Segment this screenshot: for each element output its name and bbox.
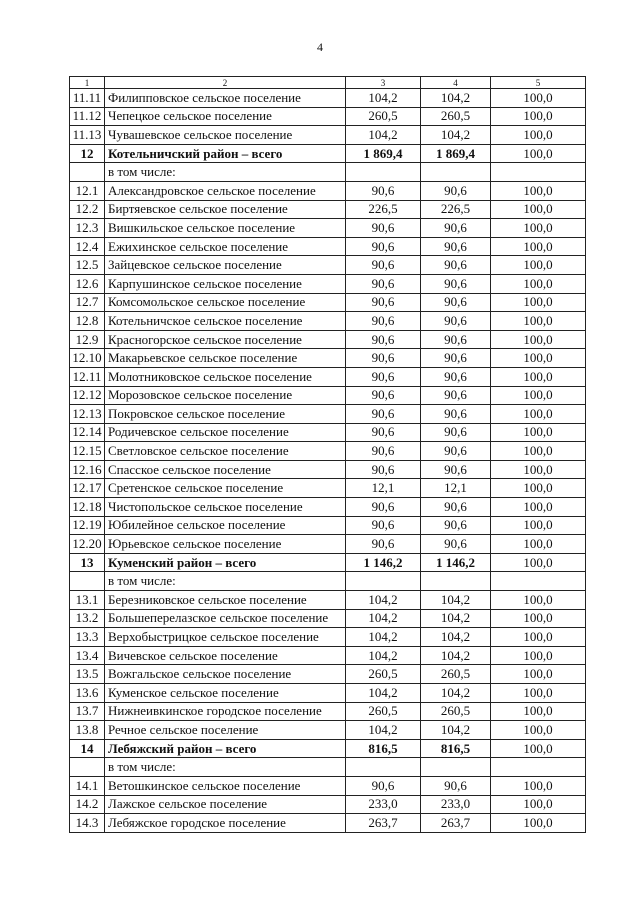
column-3-value-cell: 260,5 bbox=[346, 665, 421, 684]
settlement-name-cell: Нижнеивкинское городское поселение bbox=[105, 702, 346, 721]
table-row bbox=[70, 479, 586, 498]
table-row bbox=[70, 776, 586, 795]
column-3-value-cell: 90,6 bbox=[346, 293, 421, 312]
table-row bbox=[70, 349, 586, 368]
percent-cell: 100,0 bbox=[491, 200, 586, 219]
column-4-value-cell bbox=[421, 163, 491, 182]
row-number-cell: 12.14 bbox=[70, 423, 105, 442]
row-number-cell: 12.5 bbox=[70, 256, 105, 275]
percent-cell: 100,0 bbox=[491, 423, 586, 442]
percent-cell: 100,0 bbox=[491, 349, 586, 368]
settlement-name-cell: Березниковское сельское поселение bbox=[105, 591, 346, 610]
percent-cell: 100,0 bbox=[491, 498, 586, 517]
table-row bbox=[70, 591, 586, 610]
column-3-value-cell: 226,5 bbox=[346, 200, 421, 219]
percent-cell: 100,0 bbox=[491, 293, 586, 312]
percent-cell: 100,0 bbox=[491, 776, 586, 795]
settlement-name-cell: Карпушинское сельское поселение bbox=[105, 274, 346, 293]
column-4-value-cell: 90,6 bbox=[421, 405, 491, 424]
header-cell-1: 1 bbox=[70, 77, 105, 89]
row-number-cell: 11.13 bbox=[70, 126, 105, 145]
row-number-cell: 11.11 bbox=[70, 89, 105, 108]
column-4-value-cell: 90,6 bbox=[421, 776, 491, 795]
percent-cell: 100,0 bbox=[491, 312, 586, 331]
settlement-name-cell: Родичевское сельское поселение bbox=[105, 423, 346, 442]
row-number-cell: 14.2 bbox=[70, 795, 105, 814]
column-3-value-cell: 90,6 bbox=[346, 405, 421, 424]
settlement-name-cell: в том числе: bbox=[105, 572, 346, 591]
percent-cell: 100,0 bbox=[491, 330, 586, 349]
table-row bbox=[70, 795, 586, 814]
table-row bbox=[70, 516, 586, 535]
column-3-value-cell: 90,6 bbox=[346, 312, 421, 331]
settlement-name-cell: Покровское сельское поселение bbox=[105, 405, 346, 424]
row-number-cell: 13.2 bbox=[70, 609, 105, 628]
column-3-value-cell: 90,6 bbox=[346, 498, 421, 517]
column-3-value-cell: 260,5 bbox=[346, 702, 421, 721]
row-number-cell: 12 bbox=[70, 144, 105, 163]
row-number-cell: 12.17 bbox=[70, 479, 105, 498]
percent-cell: 100,0 bbox=[491, 181, 586, 200]
column-4-value-cell: 1 869,4 bbox=[421, 144, 491, 163]
row-number-cell: 12.20 bbox=[70, 535, 105, 554]
settlement-name-cell: Речное сельское поселение bbox=[105, 721, 346, 740]
settlement-name-cell: Чепецкое сельское поселение bbox=[105, 107, 346, 126]
column-4-value-cell: 90,6 bbox=[421, 498, 491, 517]
percent-cell: 100,0 bbox=[491, 721, 586, 740]
column-3-value-cell: 104,2 bbox=[346, 126, 421, 145]
column-4-value-cell: 90,6 bbox=[421, 219, 491, 238]
percent-cell: 100,0 bbox=[491, 460, 586, 479]
table-row bbox=[70, 367, 586, 386]
row-number-cell: 12.2 bbox=[70, 200, 105, 219]
settlement-name-cell: Котельничский район – всего bbox=[105, 144, 346, 163]
column-4-value-cell: 104,2 bbox=[421, 89, 491, 108]
column-4-value-cell: 90,6 bbox=[421, 516, 491, 535]
table-row bbox=[70, 758, 586, 777]
row-number-cell: 12.12 bbox=[70, 386, 105, 405]
settlement-name-cell: Вичевское сельское поселение bbox=[105, 646, 346, 665]
header-cell-5: 5 bbox=[491, 77, 586, 89]
percent-cell: 100,0 bbox=[491, 535, 586, 554]
row-number-cell: 12.13 bbox=[70, 405, 105, 424]
column-3-value-cell: 90,6 bbox=[346, 442, 421, 461]
settlement-name-cell: Молотниковское сельское поселение bbox=[105, 367, 346, 386]
percent-cell: 100,0 bbox=[491, 479, 586, 498]
settlement-name-cell: Ежихинское сельское поселение bbox=[105, 237, 346, 256]
settlement-name-cell: в том числе: bbox=[105, 163, 346, 182]
row-number-cell: 13.3 bbox=[70, 628, 105, 647]
settlement-name-cell: Лебяжское городское поселение bbox=[105, 814, 346, 833]
percent-cell: 100,0 bbox=[491, 442, 586, 461]
column-3-value-cell: 12,1 bbox=[346, 479, 421, 498]
row-number-cell: 12.1 bbox=[70, 181, 105, 200]
column-4-value-cell: 104,2 bbox=[421, 684, 491, 703]
percent-cell: 100,0 bbox=[491, 126, 586, 145]
percent-cell: 100,0 bbox=[491, 405, 586, 424]
row-number-cell: 12.11 bbox=[70, 367, 105, 386]
column-4-value-cell: 90,6 bbox=[421, 293, 491, 312]
column-4-value-cell bbox=[421, 572, 491, 591]
settlement-name-cell: Спасское сельское поселение bbox=[105, 460, 346, 479]
row-number-cell: 13.8 bbox=[70, 721, 105, 740]
column-3-value-cell: 1 869,4 bbox=[346, 144, 421, 163]
table-row bbox=[70, 237, 586, 256]
table-row bbox=[70, 107, 586, 126]
settlement-name-cell: Юрьевское сельское поселение bbox=[105, 535, 346, 554]
column-4-value-cell: 90,6 bbox=[421, 256, 491, 275]
settlement-name-cell: Чистопольское сельское поселение bbox=[105, 498, 346, 517]
settlement-name-cell: Вожгальское сельское поселение bbox=[105, 665, 346, 684]
column-3-value-cell: 104,2 bbox=[346, 89, 421, 108]
column-4-value-cell bbox=[421, 758, 491, 777]
table-row bbox=[70, 200, 586, 219]
column-3-value-cell: 90,6 bbox=[346, 219, 421, 238]
settlement-name-cell: Верхобыстрицкое сельское поселение bbox=[105, 628, 346, 647]
settlement-name-cell: Чувашевское сельское поселение bbox=[105, 126, 346, 145]
header-cell-3: 3 bbox=[346, 77, 421, 89]
table-row-total bbox=[70, 553, 586, 572]
column-4-value-cell: 260,5 bbox=[421, 665, 491, 684]
table-row bbox=[70, 572, 586, 591]
settlement-name-cell: Лебяжский район – всего bbox=[105, 739, 346, 758]
row-number-cell: 13.7 bbox=[70, 702, 105, 721]
settlement-name-cell: Зайцевское сельское поселение bbox=[105, 256, 346, 275]
percent-cell: 100,0 bbox=[491, 553, 586, 572]
settlement-name-cell: Котельничское сельское поселение bbox=[105, 312, 346, 331]
column-4-value-cell: 90,6 bbox=[421, 274, 491, 293]
row-number-cell: 12.18 bbox=[70, 498, 105, 517]
row-number-cell: 12.3 bbox=[70, 219, 105, 238]
column-4-value-cell: 263,7 bbox=[421, 814, 491, 833]
settlement-name-cell: Куменское сельское поселение bbox=[105, 684, 346, 703]
settlement-name-cell: Вишкильское сельское поселение bbox=[105, 219, 346, 238]
percent-cell: 100,0 bbox=[491, 665, 586, 684]
percent-cell: 100,0 bbox=[491, 646, 586, 665]
column-3-value-cell: 104,2 bbox=[346, 591, 421, 610]
column-3-value-cell: 263,7 bbox=[346, 814, 421, 833]
column-4-value-cell: 90,6 bbox=[421, 349, 491, 368]
table-row-total bbox=[70, 144, 586, 163]
column-3-value-cell bbox=[346, 572, 421, 591]
settlement-name-cell: Макарьевское сельское поселение bbox=[105, 349, 346, 368]
column-4-value-cell: 104,2 bbox=[421, 609, 491, 628]
column-4-value-cell: 90,6 bbox=[421, 367, 491, 386]
column-3-value-cell: 104,2 bbox=[346, 721, 421, 740]
column-4-value-cell: 104,2 bbox=[421, 591, 491, 610]
row-number-cell: 12.19 bbox=[70, 516, 105, 535]
row-number-cell: 12.9 bbox=[70, 330, 105, 349]
budget-table bbox=[69, 76, 586, 833]
percent-cell: 100,0 bbox=[491, 274, 586, 293]
column-4-value-cell: 104,2 bbox=[421, 646, 491, 665]
table-row bbox=[70, 330, 586, 349]
settlement-name-cell: Биртяевское сельское поселение bbox=[105, 200, 346, 219]
row-number-cell: 12.10 bbox=[70, 349, 105, 368]
percent-cell: 100,0 bbox=[491, 684, 586, 703]
settlement-name-cell: Комсомольское сельское поселение bbox=[105, 293, 346, 312]
table-row bbox=[70, 721, 586, 740]
column-4-value-cell: 90,6 bbox=[421, 181, 491, 200]
column-4-value-cell: 226,5 bbox=[421, 200, 491, 219]
row-number-cell: 12.4 bbox=[70, 237, 105, 256]
settlement-name-cell: Лажское сельское поселение bbox=[105, 795, 346, 814]
settlement-name-cell: Филипповское сельское поселение bbox=[105, 89, 346, 108]
table-row bbox=[70, 814, 586, 833]
table-row bbox=[70, 293, 586, 312]
settlement-name-cell: Сретенское сельское поселение bbox=[105, 479, 346, 498]
percent-cell bbox=[491, 572, 586, 591]
settlement-name-cell: Юбилейное сельское поселение bbox=[105, 516, 346, 535]
percent-cell: 100,0 bbox=[491, 702, 586, 721]
percent-cell: 100,0 bbox=[491, 795, 586, 814]
column-3-value-cell: 90,6 bbox=[346, 256, 421, 275]
table-header-row bbox=[70, 77, 586, 89]
percent-cell: 100,0 bbox=[491, 386, 586, 405]
column-3-value-cell: 90,6 bbox=[346, 386, 421, 405]
row-number-cell: 12.15 bbox=[70, 442, 105, 461]
column-4-value-cell: 12,1 bbox=[421, 479, 491, 498]
column-4-value-cell: 104,2 bbox=[421, 721, 491, 740]
settlement-name-cell: Александровское сельское поселение bbox=[105, 181, 346, 200]
table-row bbox=[70, 405, 586, 424]
table-row bbox=[70, 609, 586, 628]
table-row bbox=[70, 423, 586, 442]
table-row bbox=[70, 274, 586, 293]
row-number-cell: 12.16 bbox=[70, 460, 105, 479]
column-3-value-cell: 104,2 bbox=[346, 609, 421, 628]
percent-cell: 100,0 bbox=[491, 256, 586, 275]
row-number-cell: 13.1 bbox=[70, 591, 105, 610]
table-row bbox=[70, 312, 586, 331]
column-4-value-cell: 90,6 bbox=[421, 423, 491, 442]
column-4-value-cell: 1 146,2 bbox=[421, 553, 491, 572]
row-number-cell bbox=[70, 758, 105, 777]
column-4-value-cell: 90,6 bbox=[421, 330, 491, 349]
column-3-value-cell: 104,2 bbox=[346, 646, 421, 665]
percent-cell: 100,0 bbox=[491, 814, 586, 833]
column-4-value-cell: 90,6 bbox=[421, 237, 491, 256]
column-4-value-cell: 90,6 bbox=[421, 442, 491, 461]
table-row bbox=[70, 498, 586, 517]
table-row bbox=[70, 181, 586, 200]
settlement-name-cell: Красногорское сельское поселение bbox=[105, 330, 346, 349]
row-number-cell: 13 bbox=[70, 553, 105, 572]
column-4-value-cell: 104,2 bbox=[421, 126, 491, 145]
row-number-cell: 13.6 bbox=[70, 684, 105, 703]
percent-cell: 100,0 bbox=[491, 107, 586, 126]
row-number-cell: 14 bbox=[70, 739, 105, 758]
table-row bbox=[70, 702, 586, 721]
column-3-value-cell bbox=[346, 163, 421, 182]
row-number-cell: 14.1 bbox=[70, 776, 105, 795]
table-row bbox=[70, 256, 586, 275]
table-row bbox=[70, 89, 586, 108]
column-3-value-cell: 816,5 bbox=[346, 739, 421, 758]
table-row bbox=[70, 535, 586, 554]
column-4-value-cell: 90,6 bbox=[421, 312, 491, 331]
table-row bbox=[70, 665, 586, 684]
percent-cell: 100,0 bbox=[491, 219, 586, 238]
column-4-value-cell: 90,6 bbox=[421, 386, 491, 405]
table-row bbox=[70, 646, 586, 665]
settlement-name-cell: Куменский район – всего bbox=[105, 553, 346, 572]
column-3-value-cell bbox=[346, 758, 421, 777]
table-row bbox=[70, 219, 586, 238]
page-number: 4 bbox=[317, 40, 323, 54]
percent-cell: 100,0 bbox=[491, 144, 586, 163]
percent-cell: 100,0 bbox=[491, 237, 586, 256]
row-number-cell: 12.6 bbox=[70, 274, 105, 293]
column-3-value-cell: 104,2 bbox=[346, 684, 421, 703]
column-4-value-cell: 90,6 bbox=[421, 535, 491, 554]
column-3-value-cell: 90,6 bbox=[346, 330, 421, 349]
table-row-total bbox=[70, 739, 586, 758]
column-3-value-cell: 90,6 bbox=[346, 535, 421, 554]
settlement-name-cell: в том числе: bbox=[105, 758, 346, 777]
percent-cell: 100,0 bbox=[491, 591, 586, 610]
percent-cell: 100,0 bbox=[491, 516, 586, 535]
column-3-value-cell: 90,6 bbox=[346, 460, 421, 479]
column-3-value-cell: 90,6 bbox=[346, 423, 421, 442]
column-3-value-cell: 90,6 bbox=[346, 274, 421, 293]
settlement-name-cell: Ветошкинское сельское поселение bbox=[105, 776, 346, 795]
column-3-value-cell: 104,2 bbox=[346, 628, 421, 647]
row-number-cell bbox=[70, 163, 105, 182]
column-3-value-cell: 90,6 bbox=[346, 349, 421, 368]
table-row bbox=[70, 460, 586, 479]
table-row bbox=[70, 628, 586, 647]
column-3-value-cell: 90,6 bbox=[346, 776, 421, 795]
percent-cell bbox=[491, 758, 586, 777]
row-number-cell: 13.4 bbox=[70, 646, 105, 665]
row-number-cell: 13.5 bbox=[70, 665, 105, 684]
column-3-value-cell: 90,6 bbox=[346, 367, 421, 386]
row-number-cell bbox=[70, 572, 105, 591]
column-4-value-cell: 233,0 bbox=[421, 795, 491, 814]
header-cell-4: 4 bbox=[421, 77, 491, 89]
row-number-cell: 11.12 bbox=[70, 107, 105, 126]
table-row bbox=[70, 126, 586, 145]
table-row bbox=[70, 442, 586, 461]
settlement-name-cell: Светловское сельское поселение bbox=[105, 442, 346, 461]
table-row bbox=[70, 684, 586, 703]
column-3-value-cell: 90,6 bbox=[346, 237, 421, 256]
percent-cell: 100,0 bbox=[491, 609, 586, 628]
percent-cell bbox=[491, 163, 586, 182]
column-3-value-cell: 260,5 bbox=[346, 107, 421, 126]
percent-cell: 100,0 bbox=[491, 89, 586, 108]
column-3-value-cell: 90,6 bbox=[346, 516, 421, 535]
row-number-cell: 14.3 bbox=[70, 814, 105, 833]
column-4-value-cell: 104,2 bbox=[421, 628, 491, 647]
column-4-value-cell: 816,5 bbox=[421, 739, 491, 758]
column-3-value-cell: 233,0 bbox=[346, 795, 421, 814]
percent-cell: 100,0 bbox=[491, 367, 586, 386]
table-row bbox=[70, 386, 586, 405]
row-number-cell: 12.7 bbox=[70, 293, 105, 312]
table-row bbox=[70, 163, 586, 182]
column-3-value-cell: 90,6 bbox=[346, 181, 421, 200]
percent-cell: 100,0 bbox=[491, 739, 586, 758]
percent-cell: 100,0 bbox=[491, 628, 586, 647]
settlement-name-cell: Морозовское сельское поселение bbox=[105, 386, 346, 405]
column-4-value-cell: 90,6 bbox=[421, 460, 491, 479]
settlement-name-cell: Большеперелазское сельское поселение bbox=[105, 609, 346, 628]
column-4-value-cell: 260,5 bbox=[421, 702, 491, 721]
column-4-value-cell: 260,5 bbox=[421, 107, 491, 126]
column-3-value-cell: 1 146,2 bbox=[346, 553, 421, 572]
header-cell-2: 2 bbox=[105, 77, 346, 89]
row-number-cell: 12.8 bbox=[70, 312, 105, 331]
